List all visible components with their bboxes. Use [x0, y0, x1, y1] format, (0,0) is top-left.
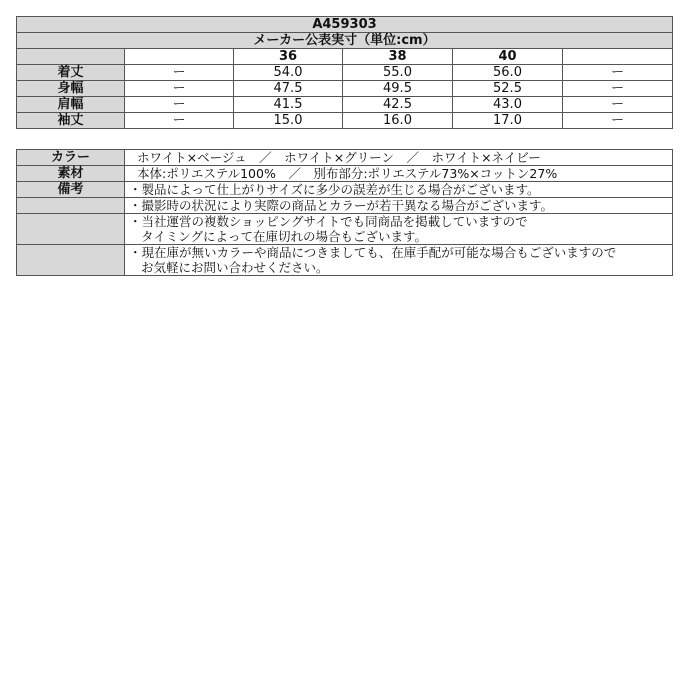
row-label: 身幅	[17, 81, 125, 97]
note-text: ・当社運営の複数ショッピングサイトでも同商品を掲載していますので	[129, 214, 528, 229]
color-value: ホワイト×ベージュ ／ ホワイト×グリーン ／ ホワイト×ネイビー	[125, 150, 673, 166]
size-column-header: 40	[453, 49, 563, 65]
measurement-value: 15.0	[234, 113, 343, 129]
table-row	[17, 65, 673, 81]
measurement-value: 56.0	[453, 65, 563, 81]
note-item	[125, 182, 673, 198]
note-item	[125, 198, 673, 214]
table-row	[17, 97, 673, 113]
material-row	[17, 166, 673, 182]
notes-label: 備考	[17, 182, 125, 198]
material-value: 本体:ポリエステル100% ／ 別布部分:ポリエステル73%×コットン27%	[125, 166, 673, 182]
notes-row	[17, 245, 673, 276]
product-info-table	[16, 149, 673, 276]
material-label: 素材	[17, 166, 125, 182]
measurement-value: ー	[125, 113, 234, 129]
note-text-cont: お気軽にお問い合わせください。	[141, 260, 329, 275]
measurement-value: ー	[125, 97, 234, 113]
notes-row	[17, 182, 673, 198]
measurement-value: 41.5	[234, 97, 343, 113]
measurement-value: ー	[563, 113, 673, 129]
measurement-value: ー	[563, 97, 673, 113]
size-column-header: 38	[343, 49, 453, 65]
row-label: 袖丈	[17, 113, 125, 129]
size-column-header	[125, 49, 234, 65]
table-row	[17, 113, 673, 129]
measurement-value: 49.5	[343, 81, 453, 97]
notes-row	[17, 198, 673, 214]
table-row	[17, 81, 673, 97]
measurement-value: 54.0	[234, 65, 343, 81]
note-item	[125, 214, 673, 245]
measurement-value: 42.5	[343, 97, 453, 113]
row-label: 着丈	[17, 65, 125, 81]
row-label: 肩幅	[17, 97, 125, 113]
measurement-value: 43.0	[453, 97, 563, 113]
measurement-value: 47.5	[234, 81, 343, 97]
note-item	[125, 245, 673, 276]
measurement-value: 16.0	[343, 113, 453, 129]
note-text: ・現在庫が無いカラーや商品につきましても、在庫手配が可能な場合もございますので	[129, 245, 617, 260]
measurement-value: 55.0	[343, 65, 453, 81]
product-code: A459303	[17, 17, 673, 33]
note-text-cont: タイミングによって在庫切れの場合もございます。	[141, 229, 428, 244]
measurement-value: ー	[563, 65, 673, 81]
size-table	[16, 16, 673, 129]
corner-cell	[17, 49, 125, 65]
measurement-value: 52.5	[453, 81, 563, 97]
notes-label-cont	[17, 214, 125, 245]
notes-label-cont	[17, 198, 125, 214]
measurement-value: 17.0	[453, 113, 563, 129]
measurement-value: ー	[563, 81, 673, 97]
note-text: ・撮影時の状況により実際の商品とカラーが若干異なる場合がございます。	[129, 198, 554, 213]
color-row	[17, 150, 673, 166]
color-label: カラー	[17, 150, 125, 166]
size-header-row	[17, 49, 673, 65]
size-column-header	[563, 49, 673, 65]
notes-label-cont	[17, 245, 125, 276]
measurement-value: ー	[125, 65, 234, 81]
note-text: ・製品によって仕上がりサイズに多少の誤差が生じる場合がございます。	[129, 182, 540, 197]
size-table-subtitle: メーカー公表実寸（単位:cm）	[17, 33, 673, 49]
size-column-header: 36	[234, 49, 343, 65]
measurement-value: ー	[125, 81, 234, 97]
notes-row	[17, 214, 673, 245]
